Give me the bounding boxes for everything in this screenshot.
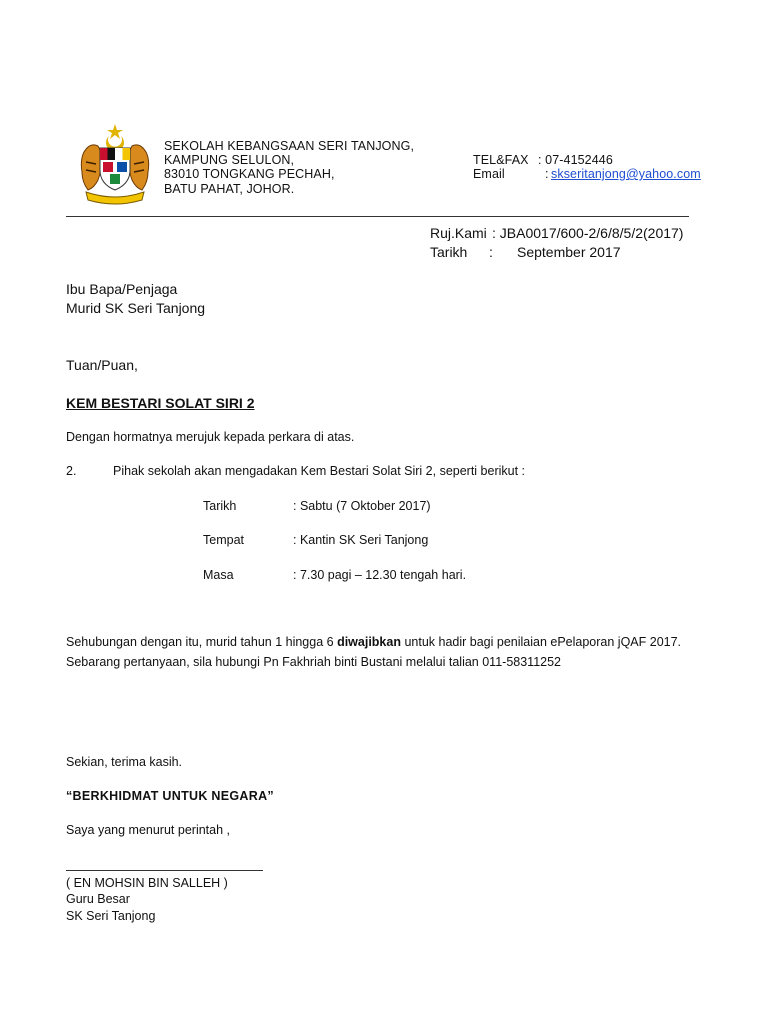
header-divider: [66, 216, 689, 217]
email-label: Email: [473, 167, 505, 181]
signatory-title: Guru Besar: [66, 892, 130, 906]
sign-intro: Saya yang menurut perintah ,: [66, 823, 230, 837]
letter-subject: KEM BESTARI SOLAT SIRI 2: [66, 395, 255, 411]
date-colon: :: [489, 244, 493, 260]
detail-label-date: Tarikh: [203, 499, 237, 513]
signatory-name: ( EN MOHSIN BIN SALLEH ): [66, 876, 228, 890]
detail-value-time: : 7.30 pagi – 12.30 tengah hari.: [293, 568, 467, 582]
signature-line: [66, 870, 263, 871]
paragraph-2-text: Pihak sekolah akan mengadakan Kem Bestari Solat Siri 2, seperti berikut :: [113, 464, 526, 478]
motto: “BERKHIDMAT UNTUK NEGARA”: [66, 789, 274, 803]
salutation: Tuan/Puan,: [66, 357, 138, 373]
date-value: September 2017: [517, 244, 621, 260]
telfax-value: : 07-4152446: [538, 153, 613, 167]
notice-line-1: [66, 635, 681, 649]
notice-emphasis: diwajibkan: [337, 635, 401, 649]
notice-line-2: Sebarang pertanyaan, sila hubungi Pn Fakhriah binti Bustani melalui talian 011-58311252: [66, 655, 562, 669]
address-line-3: BATU PAHAT, JOHOR.: [164, 182, 295, 196]
signatory-org: SK Seri Tanjong: [66, 909, 156, 923]
date-label: Tarikh: [430, 244, 468, 260]
telfax-label: TEL&FAX: [473, 153, 529, 167]
detail-value-place: : Kantin SK Seri Tanjong: [293, 533, 429, 547]
paragraph-number: 2.: [66, 464, 77, 478]
email-link[interactable]: skseritanjong@yahoo.com: [551, 167, 701, 181]
address-line-1: KAMPUNG SELULON,: [164, 153, 295, 167]
recipient-line-1: Ibu Bapa/Penjaga: [66, 281, 178, 297]
intro-paragraph: Dengan hormatnya merujuk kepada perkara di atas.: [66, 430, 355, 444]
notice-line-1-post: untuk hadir bagi penilaian ePelaporan jQAF 2017.: [400, 635, 682, 649]
reference-label: Ruj.Kami: [430, 225, 487, 241]
detail-label-place: Tempat: [203, 533, 244, 547]
school-crest-logo: [76, 122, 154, 208]
reference-number: : JBA0017/600-2/6/8/5/2(2017): [492, 225, 684, 241]
crest-icon: [76, 122, 154, 208]
notice-line-1-pre: Sehubungan dengan itu, murid tahun 1 hingga 6: [66, 635, 338, 649]
recipient-line-2: Murid SK Seri Tanjong: [66, 300, 206, 316]
detail-label-time: Masa: [203, 568, 234, 582]
school-name: SEKOLAH KEBANGSAAN SERI TANJONG,: [164, 139, 415, 153]
detail-value-date: : Sabtu (7 Oktober 2017): [293, 499, 431, 513]
email-colon: :: [545, 167, 549, 181]
closing-text: Sekian, terima kasih.: [66, 755, 183, 769]
address-line-2: 83010 TONGKANG PECHAH,: [164, 167, 335, 181]
